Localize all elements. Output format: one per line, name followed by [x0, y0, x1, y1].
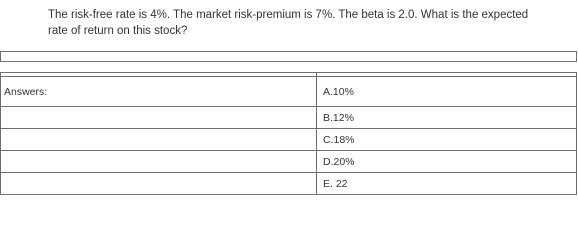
question-line-1: The risk-free rate is 4%. The market risk-premium is 7%. The beta is 2.0. What is the expected [48, 9, 529, 21]
answer-row [1, 129, 577, 151]
answer-option-e[interactable]: E. 22 [317, 173, 577, 195]
answer-option-b[interactable]: B.12% [317, 107, 577, 129]
question-line-2: rate of return on this stock? [48, 25, 188, 37]
answer-option-d[interactable]: D.20% [317, 151, 577, 173]
answer-row [1, 77, 577, 107]
answers-table [0, 72, 577, 195]
answers-empty-cell [1, 151, 317, 173]
question-frame-divider [0, 51, 577, 62]
answers-empty-cell [1, 173, 317, 195]
answer-row [1, 107, 577, 129]
answer-option-a[interactable]: A.10% [317, 77, 577, 107]
answer-row [1, 173, 577, 195]
answers-empty-cell [1, 107, 317, 129]
answers-label: Answers: [1, 77, 317, 107]
answers-empty-cell [1, 129, 317, 151]
answer-option-c[interactable]: C.18% [317, 129, 577, 151]
answer-row [1, 151, 577, 173]
question-text [48, 7, 573, 39]
